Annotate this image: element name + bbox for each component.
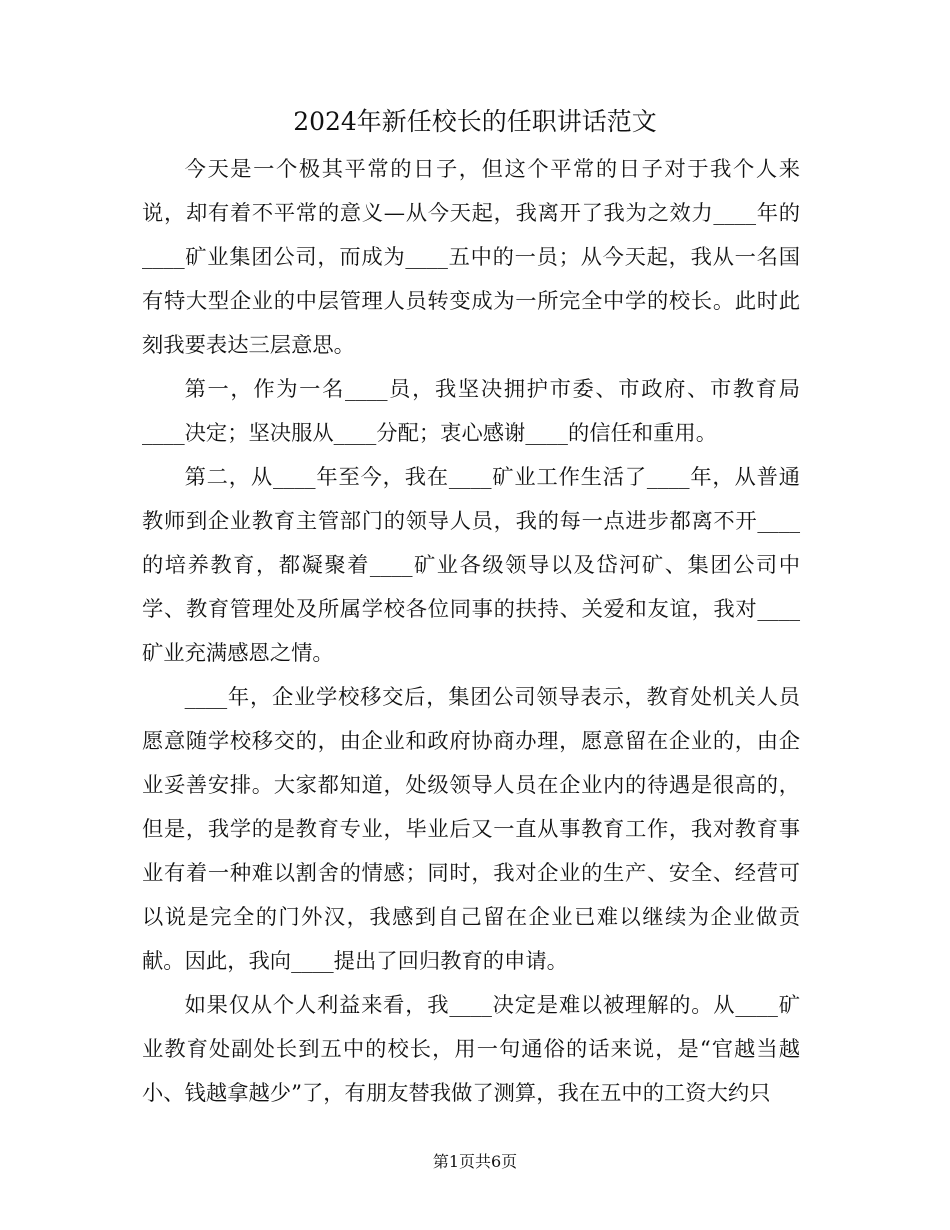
- paragraph: 第二，从____年至今，我在____矿业工作生活了____年，从普通教师到企业教育主管部门的领导人员，我的每一点进步都离不开____的培养教育，都凝聚着____矿业各级领导以及岱河矿、集团公司中学、教育管理处及所属学校各位同事的扶持、关爱和友谊，我对____矿业充满感恩之情。: [142, 465, 800, 666]
- document-title: 2024年新任校长的任职讲话范文: [293, 107, 657, 136]
- page-number: 第1页共6页: [432, 1152, 518, 1171]
- paragraph: 今天是一个极其平常的日子，但这个平常的日子对于我个人来说，却有着不平常的意义—从今天起，我离开了我为之效力____年的____矿业集团公司，而成为____五中的一员；从今天起，我从一名国有特大型企业的中层管理人员转变成为一所完全中学的校长。此时此刻我要表达三层意思。: [142, 157, 800, 358]
- paragraph: ____年，企业学校移交后，集团公司领导表示，教育处机关人员愿意随学校移交的，由企业和政府协商办理，愿意留在企业的，由企业妥善安排。大家都知道，处级领导人员在企业内的待遇是很高的，但是，我学的是教育专业，毕业后又一直从事教育工作，我对教育事业有着一种难以割舍的情感；同时，我对企业的生产、安全、经营可以说是完全的门外汉，我感到自己留在企业已难以继续为企业做贡献。因此，我向____提出了回归教育的申请。: [142, 685, 800, 974]
- paragraph: 如果仅从个人利益来看，我____决定是难以被理解的。从____矿业教育处副处长到五中的校长，用一句通俗的话来说，是“官越当越小、钱越拿越少”了，有朋友替我做了测算，我在五中的工资大约只: [142, 993, 800, 1106]
- paragraph: 第一，作为一名____员，我坚决拥护市委、市政府、市教育局____决定；坚决服从____分配；衷心感谢____的信任和重用。: [142, 377, 800, 446]
- document-body: [142, 148, 800, 1116]
